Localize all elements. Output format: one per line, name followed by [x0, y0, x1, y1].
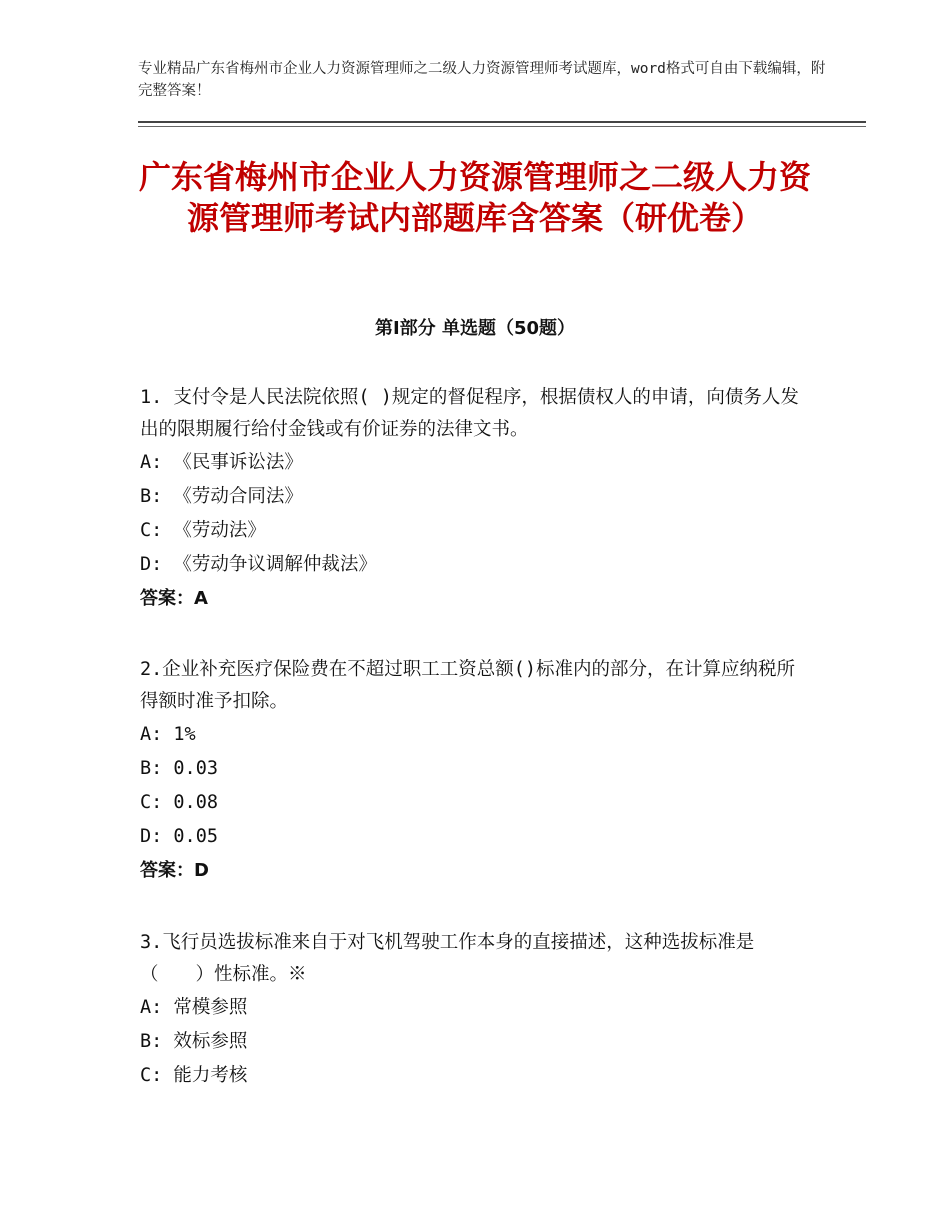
option-c: C: 《劳动法》 [140, 520, 266, 541]
answer: 答案：D [140, 860, 209, 881]
option-a: A: 《民事诉讼法》 [140, 452, 303, 473]
answer: 答案：A [140, 588, 208, 609]
option-b: B: 《劳动合同法》 [140, 486, 303, 507]
header-note: 专业精品广东省梅州市企业人力资源管理师之二级人力资源管理师考试题库，word格式可自由下载编辑，附完整答案！ [138, 61, 826, 99]
option-b: B: 0.03 [140, 758, 218, 779]
option-a: A: 1% [140, 724, 196, 745]
option-c: C: 0.08 [140, 792, 218, 813]
option-c: C: 能力考核 [140, 1065, 248, 1086]
question-3 [140, 927, 800, 1093]
question-2 [140, 654, 800, 888]
option-d: D: 《劳动争议调解仲裁法》 [140, 554, 377, 575]
option-d: D: 0.05 [140, 826, 218, 847]
question-text: 2.企业补充医疗保险费在不超过职工工资总额()标准内的部分，在计算应纳税所得额时准予扣除。 [140, 659, 796, 712]
question-1 [140, 382, 800, 616]
option-b: B: 效标参照 [140, 1031, 248, 1052]
option-a: A: 常模参照 [140, 997, 248, 1018]
header-divider-thin [138, 126, 866, 127]
question-text: 1. 支付令是人民法院依照( )规定的督促程序，根据债权人的申请，向债务人发出的限期履行给付金钱或有价证券的法律文书。 [140, 387, 799, 440]
document-title: 广东省梅州市企业人力资源管理师之二级人力资源管理师考试内部题库含答案（研优卷） [138, 158, 811, 237]
header-divider-thick [138, 121, 866, 123]
question-text: 3.飞行员选拔标准来自于对飞机驾驶工作本身的直接描述，这种选拔标准是（ ）性标准。※ [140, 932, 755, 985]
section-title: 第Ⅰ部分 单选题（50题） [374, 318, 575, 339]
